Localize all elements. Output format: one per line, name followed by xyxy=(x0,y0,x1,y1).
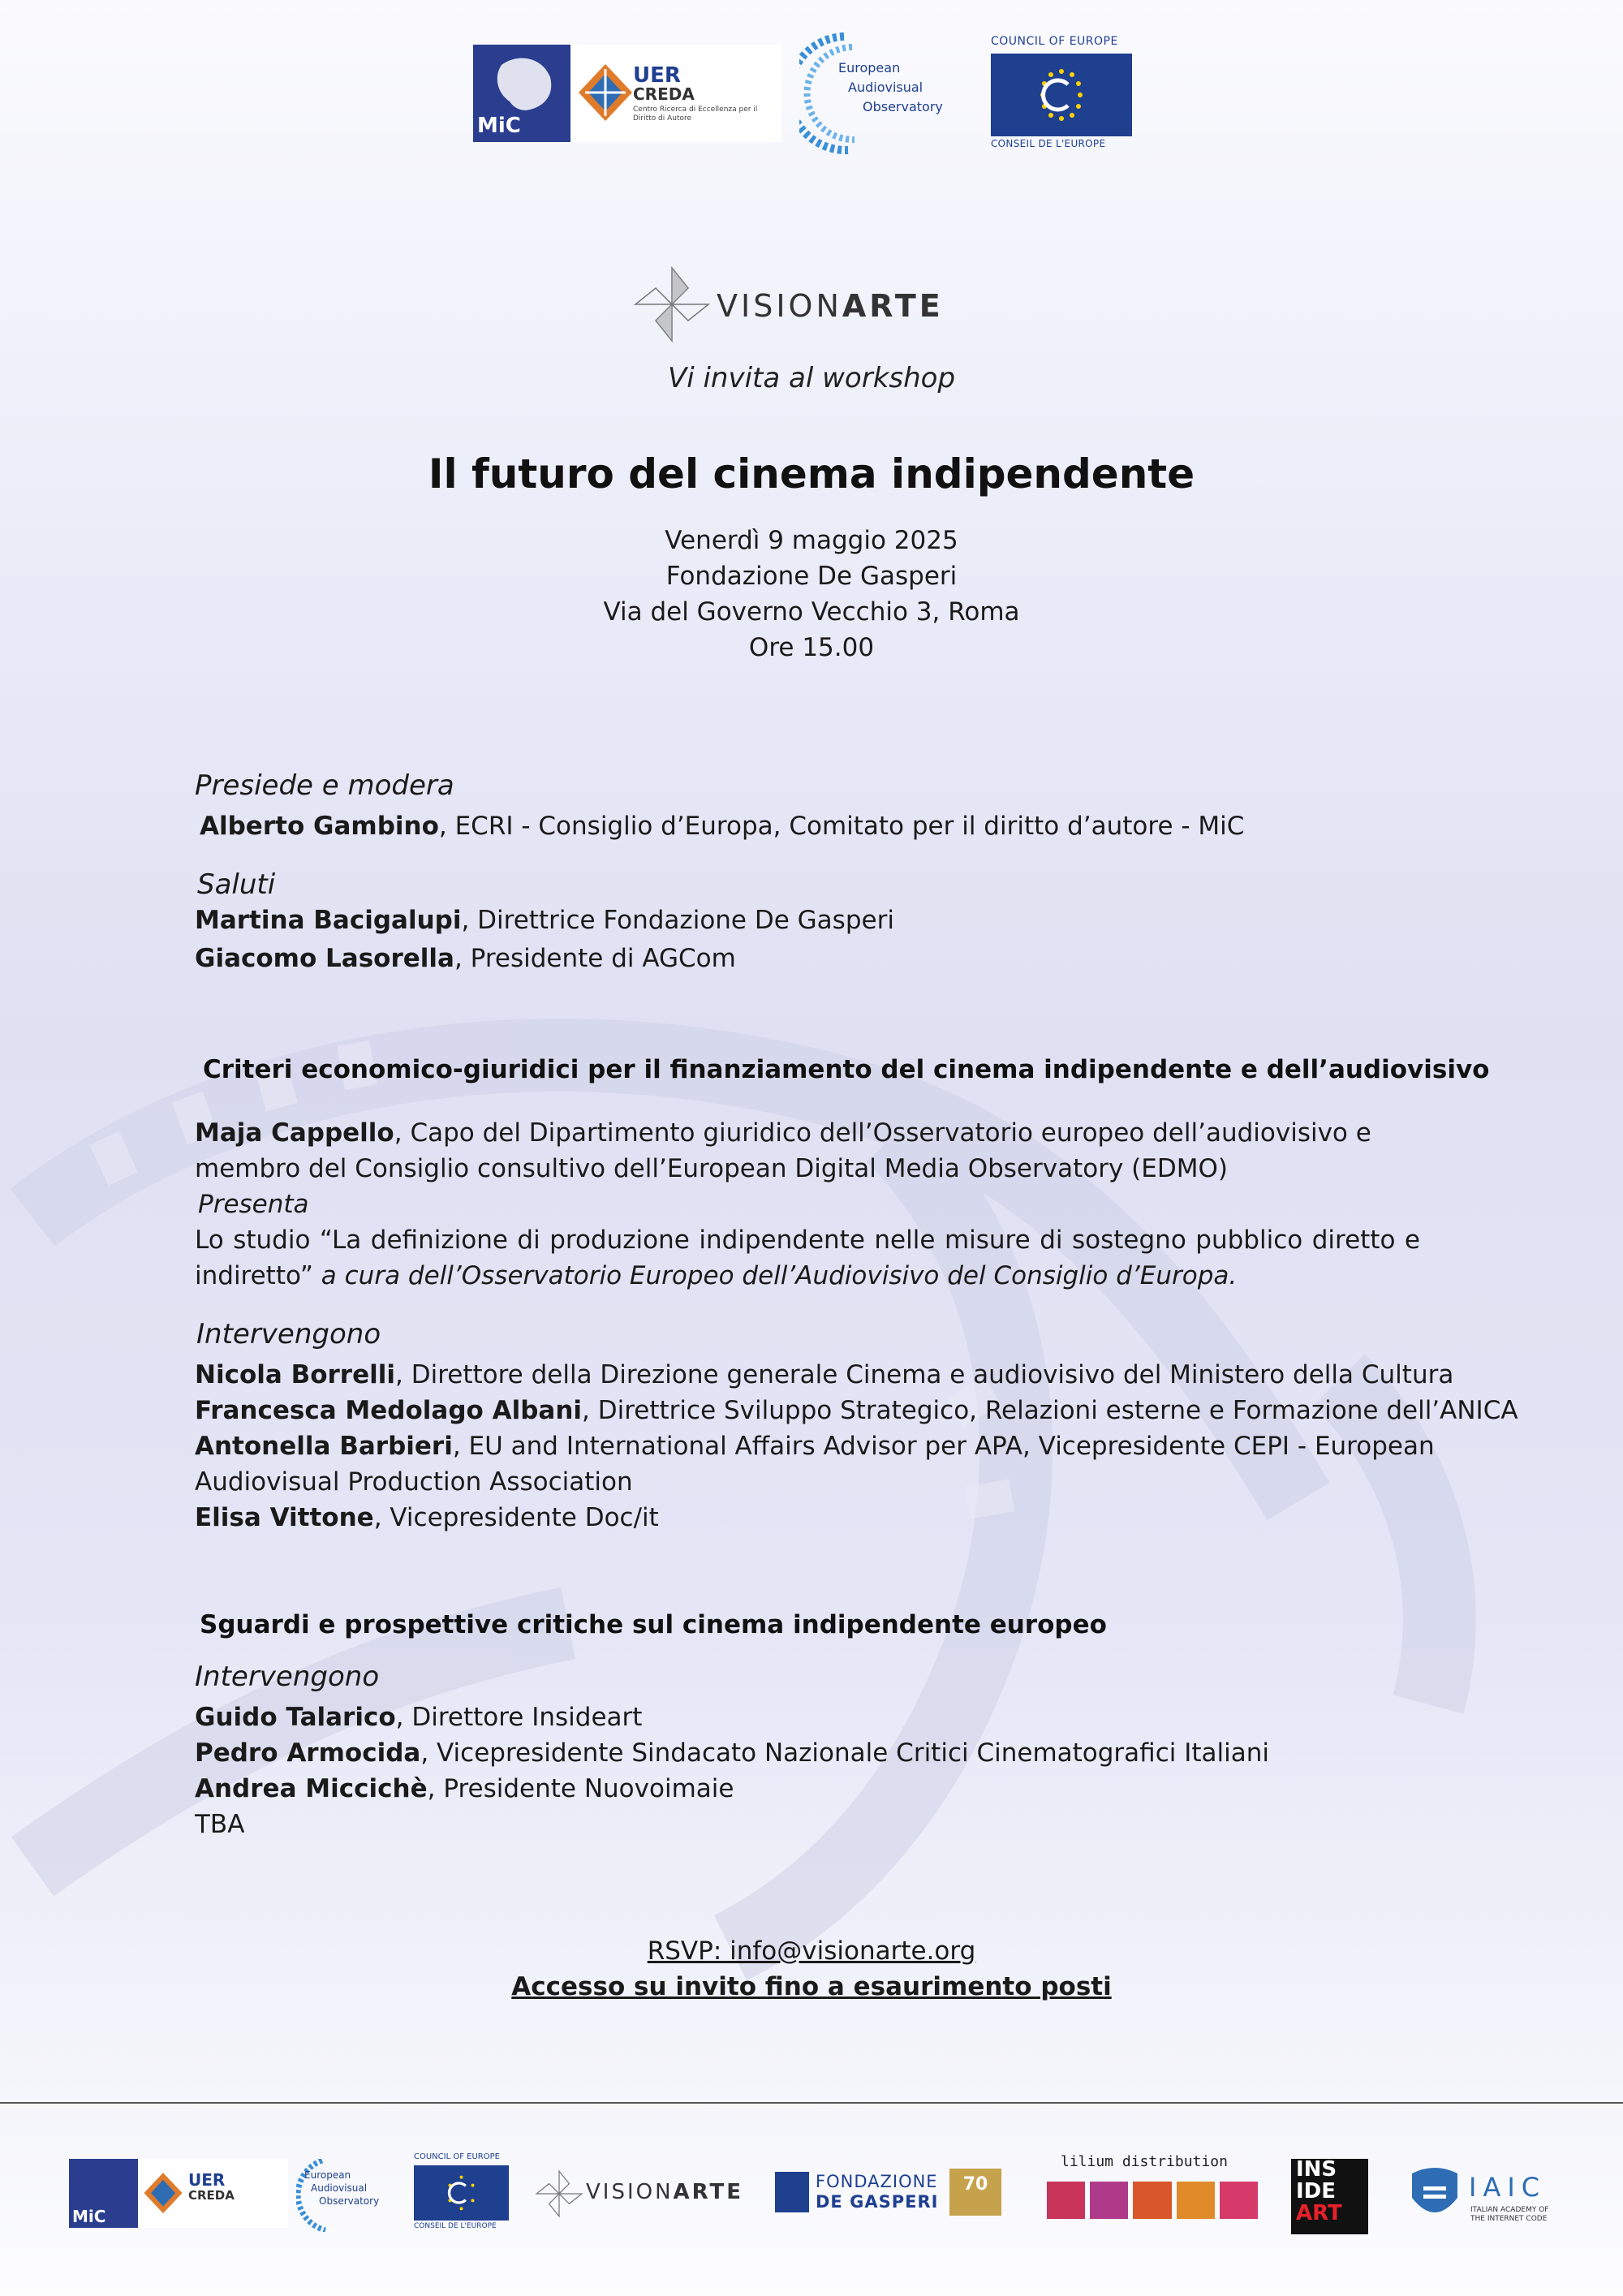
footer-eao-line-3: Observatory xyxy=(319,2195,380,2207)
lilium-tile xyxy=(1220,2182,1258,2219)
lilium-tile xyxy=(1133,2182,1171,2219)
event-venue: Fondazione De Gasperi xyxy=(665,562,958,591)
study-line-1: Lo studio “La definizione di produzione indipendente nelle misure di sostegno pubblico diretto e xyxy=(195,1226,1420,1255)
session2-speaker-1 xyxy=(195,1699,642,1735)
speaker-name: Andrea Miccichè xyxy=(195,1774,428,1803)
footer-degasperi-text: DE GASPERI xyxy=(816,2192,939,2212)
session2-speaker-3 xyxy=(195,1771,734,1807)
session1-speaker-3-cont xyxy=(195,1464,633,1500)
coe-top-label: COUNCIL OF EUROPE xyxy=(991,35,1118,48)
session1-speaker-1 xyxy=(195,1357,1453,1393)
footer-arte-text: ARTE xyxy=(673,2180,744,2204)
study-line-2a: indiretto” xyxy=(195,1261,313,1290)
coe-stars-icon xyxy=(991,54,1132,136)
footer-coe-bottom: CONSEIL DE L'EUROPE xyxy=(414,2222,497,2230)
access-note: Accesso su invito fino a esaurimento posti xyxy=(511,1972,1112,2001)
event-time: Ore 15.00 xyxy=(748,633,875,662)
lilium-tile xyxy=(1090,2182,1128,2219)
visionarte-pinwheel-icon xyxy=(631,264,712,345)
speaker-role: , EU and International Affairs Advisor per APA, Vicepresidente CEPI - European xyxy=(452,1432,1435,1461)
footer-degasperi-icon xyxy=(775,2172,809,2212)
mic-label: MiC xyxy=(477,114,521,138)
session1-speaker-4 xyxy=(195,1500,659,1536)
saluti-role-1: , Direttrice Fondazione De Gasperi xyxy=(461,906,894,935)
study-line-2b: a cura dell’Osservatorio Europeo dell’Audiovisivo del Consiglio d’Europa. xyxy=(312,1261,1238,1290)
vision-text: VISION xyxy=(717,288,842,324)
footer-coe-flag xyxy=(414,2165,509,2221)
session1-speaker-role-1: , Capo del Dipartimento giuridico dell’Osservatorio europeo dell’audiovisivo e xyxy=(394,1118,1371,1148)
rsvp-link[interactable]: RSVP: info@visionarte.org xyxy=(647,1936,976,1966)
speaker-role: , Direttore Insideart xyxy=(395,1703,643,1732)
footer-eao-line-2: Audiovisual xyxy=(311,2182,368,2194)
speaker-role: , Presidente Nuovoimaie xyxy=(427,1774,734,1803)
speaker-name: Pedro Armocida xyxy=(195,1738,421,1768)
footer-visionarte-pinwheel-icon xyxy=(534,2169,584,2219)
footer-iaic-sub xyxy=(1470,2206,1548,2224)
saluti-role-2: , Presidente di AGCom xyxy=(454,944,736,973)
speaker-name: Nicola Borrelli xyxy=(195,1360,395,1389)
footer-eao-text xyxy=(304,2169,379,2208)
saluti-line-1 xyxy=(195,902,894,938)
footer-insideart-logo xyxy=(1291,2159,1368,2234)
footer-visionarte-wordmark xyxy=(586,2180,743,2204)
presenta-label: Presenta xyxy=(198,1190,309,1219)
session2-speaker-4 xyxy=(195,1807,244,1842)
page-title: Il futuro del cinema indipendente xyxy=(428,450,1195,498)
arte-text: ARTE xyxy=(842,288,944,324)
iaic-sub-2: THE INTERNET CODE xyxy=(1470,2215,1548,2223)
speaker-name: Antonella Barbieri xyxy=(195,1432,453,1461)
footer-divider xyxy=(0,2102,1623,2104)
footer-iaic-shield-icon xyxy=(1406,2165,1464,2224)
creda-text: CREDA xyxy=(633,84,695,104)
session1-intervengono: Intervengono xyxy=(196,1318,381,1350)
saluti-name-2: Giacomo Lasorella xyxy=(195,944,454,973)
eao-logo-text xyxy=(838,58,943,117)
session2-title: Sguardi e prospettive critiche sul cinema indipendente europeo xyxy=(200,1610,1107,1639)
footer-coe-top: COUNCIL OF EUROPE xyxy=(414,2152,500,2161)
speaker-role: Audiovisual Production Association xyxy=(195,1467,633,1497)
uer-text: UER xyxy=(633,63,681,88)
speaker-role: TBA xyxy=(195,1810,245,1839)
speaker-role: , Direttrice Sviluppo Strategico, Relazioni esterne e Formazione dell’ANICA xyxy=(582,1396,1518,1425)
footer-coe-stars-icon xyxy=(414,2165,509,2221)
session1-speaker-role-2: membro del Consiglio consultivo dell’European Digital Media Observatory (EDMO) xyxy=(195,1154,1228,1183)
event-date: Venerdì 9 maggio 2025 xyxy=(665,526,958,555)
footer-mic-label: MiC xyxy=(72,2207,106,2226)
speaker-name: Elisa Vittone xyxy=(195,1503,374,1532)
session1-speaker-line-1 xyxy=(195,1115,1371,1151)
presiede-role: , ECRI - Consiglio d’Europa, Comitato per il diritto d’autore - MiC xyxy=(438,812,1245,841)
saluti-heading: Saluti xyxy=(197,868,276,901)
insideart-line-2: IDE xyxy=(1296,2179,1337,2203)
footer-creda-text: CREDA xyxy=(188,2188,235,2203)
session1-speaker-name: Maja Cappello xyxy=(195,1118,394,1148)
invite-line: Vi invita al workshop xyxy=(667,362,956,394)
study-line-2 xyxy=(195,1258,1237,1294)
session2-speaker-2 xyxy=(195,1735,1269,1771)
presiede-name: Alberto Gambino xyxy=(200,812,439,841)
footer-uer-text: UER xyxy=(188,2170,226,2190)
footer-creda-diamond-icon xyxy=(143,2171,183,2216)
iaic-sub-1: ITALIAN ACADEMY OF xyxy=(1470,2206,1549,2214)
insideart-line-1: INS xyxy=(1296,2157,1337,2182)
speaker-name: Guido Talarico xyxy=(195,1703,396,1732)
presiede-heading: Presiede e modera xyxy=(195,769,454,802)
saluti-name-1: Martina Bacigalupi xyxy=(195,906,462,935)
footer-uer-creda-logo xyxy=(138,2159,288,2228)
saluti-line-2 xyxy=(195,941,736,976)
session1-speaker-2 xyxy=(195,1393,1518,1428)
speaker-role: , Vicepresidente Doc/it xyxy=(373,1503,659,1532)
presiede-line xyxy=(200,808,1244,844)
footer-vision-text: VISION xyxy=(586,2180,674,2204)
eao-line-2: Audiovisual xyxy=(848,80,923,95)
footer-mic-logo xyxy=(69,2159,138,2228)
footer-eao-line-1: European xyxy=(304,2169,351,2181)
footer-lilium-text: lilium distribution xyxy=(1061,2153,1228,2170)
speaker-role: , Direttore della Direzione generale Cinema e audiovisivo del Ministero della Cultura xyxy=(395,1360,1454,1389)
creda-subtitle: Centro Ricerca di Eccellenza per il Diritto di Autore xyxy=(633,106,758,123)
lilium-tile xyxy=(1047,2182,1085,2219)
insideart-line-3: ART xyxy=(1296,2201,1342,2225)
creda-diamond-icon xyxy=(577,62,634,123)
footer-iaic-text: IAIC xyxy=(1469,2172,1547,2203)
council-of-europe-flag xyxy=(991,54,1132,136)
speaker-role: , Vicepresidente Sindacato Nazionale Critici Cinematografici Italiani xyxy=(420,1738,1269,1768)
session1-title: Criteri economico-giuridici per il finanziamento del cinema indipendente e dell’audiovisivo xyxy=(203,1055,1490,1084)
visionarte-wordmark xyxy=(717,288,944,324)
footer-lilium-tiles xyxy=(1047,2182,1258,2219)
event-address: Via del Governo Vecchio 3, Roma xyxy=(603,597,1020,627)
footer-70-badge: 70 xyxy=(949,2169,1001,2216)
session2-intervengono: Intervengono xyxy=(195,1661,380,1693)
coe-bottom-label: CONSEIL DE L'EUROPE xyxy=(991,138,1106,149)
speaker-name: Francesca Medolago Albani xyxy=(195,1396,583,1425)
lilium-tile xyxy=(1177,2182,1215,2219)
eao-line-1: European xyxy=(838,60,901,75)
footer-fondazione-text: FONDAZIONE xyxy=(816,2172,938,2191)
eao-line-3: Observatory xyxy=(863,99,943,114)
session1-speaker-3 xyxy=(195,1428,1435,1464)
